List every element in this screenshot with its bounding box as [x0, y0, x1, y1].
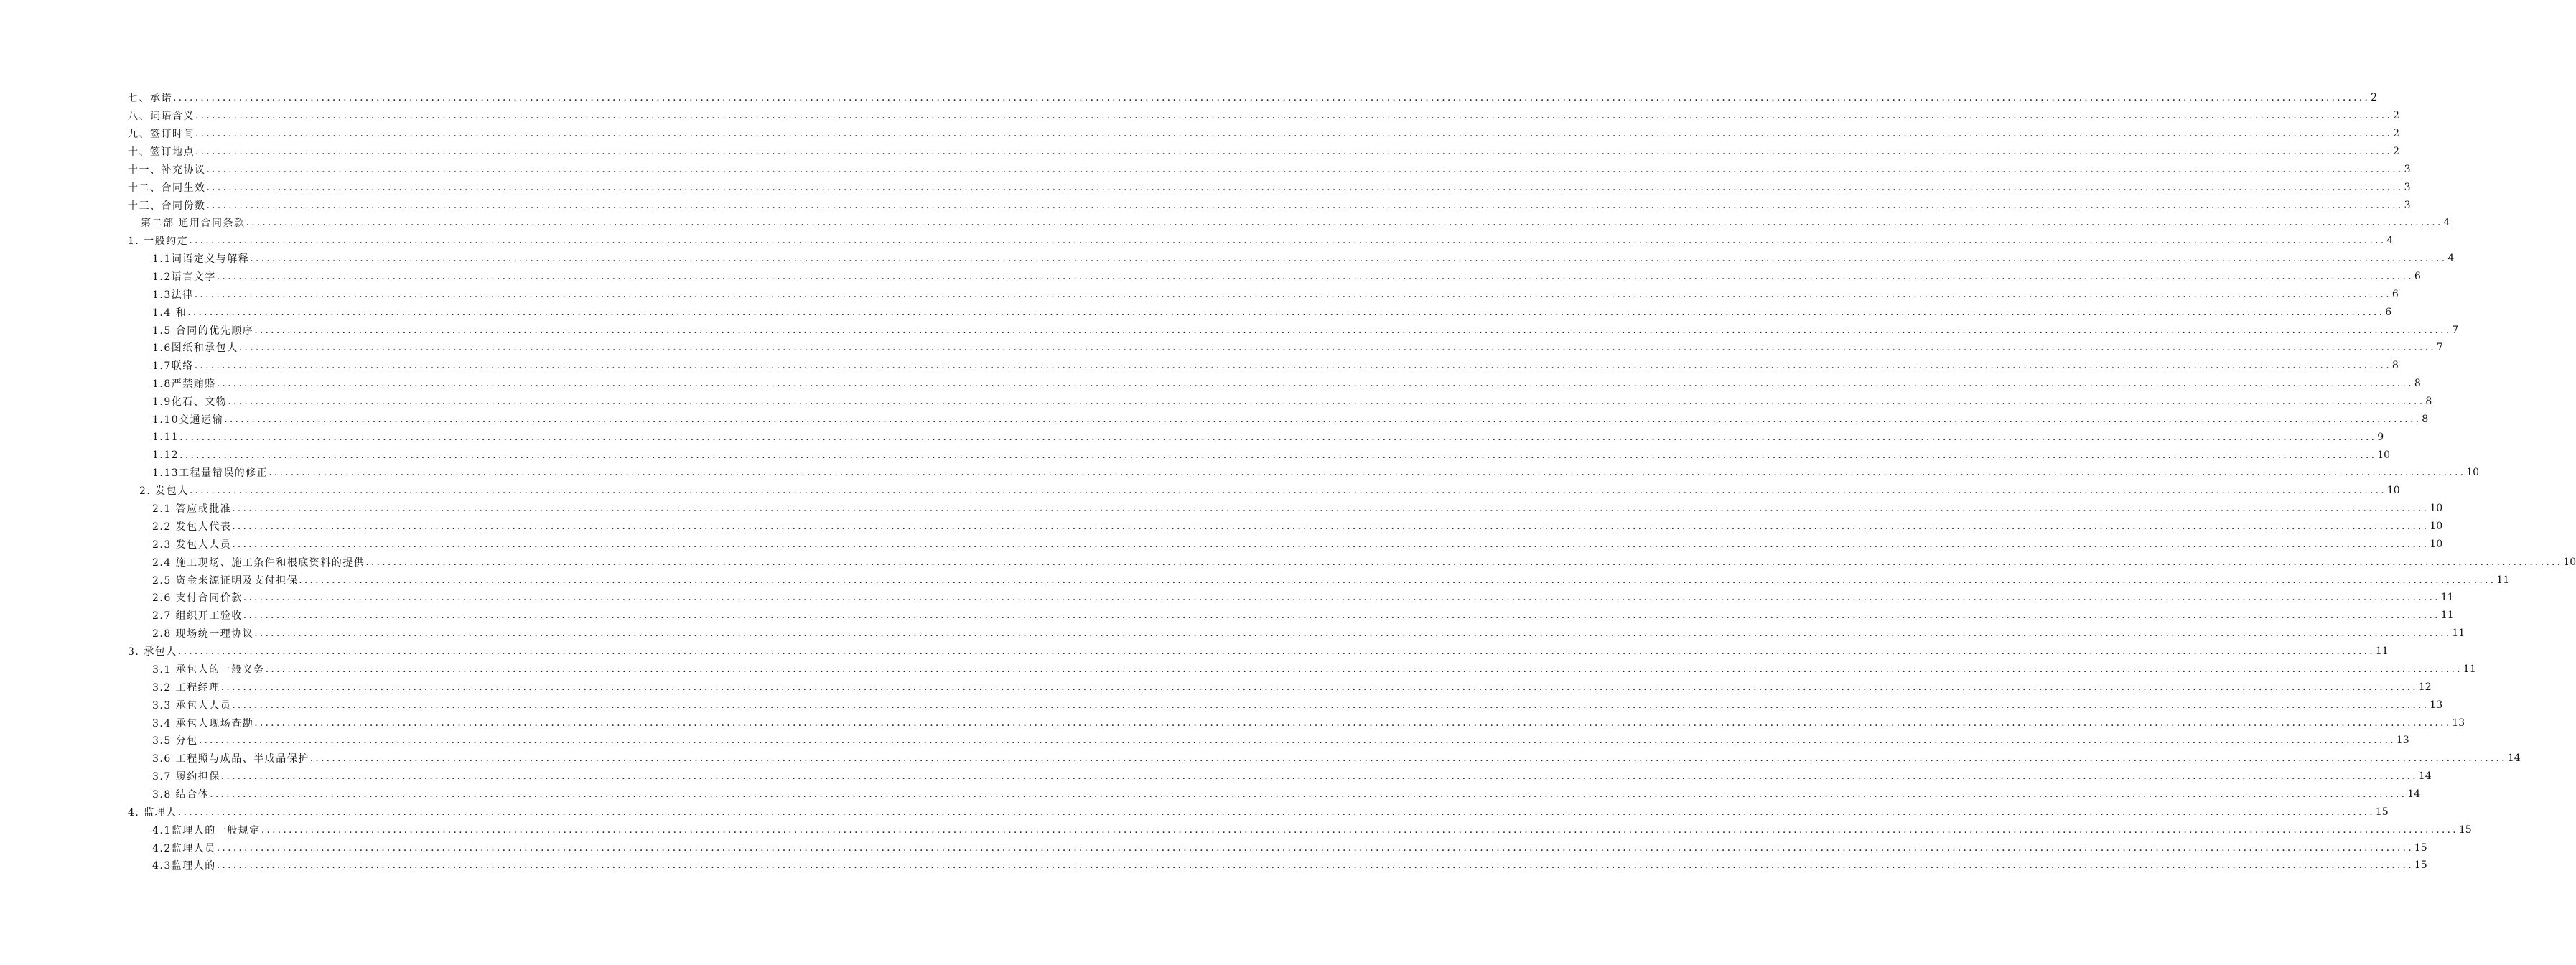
toc-entry[interactable]: [0, 285, 2399, 303]
toc-dot-leader: ................................................................................................................................................................................................................................................................................................................................................................................................................: [250, 253, 2447, 265]
toc-dot-leader: ................................................................................................................................................................................................................................................................................................................................................................................................................: [216, 271, 2414, 283]
toc-entry[interactable]: [0, 196, 2411, 214]
toc-entry[interactable]: [0, 464, 2480, 482]
toc-dot-leader: ................................................................................................................................................................................................................................................................................................................................................................................................................: [309, 752, 2507, 765]
toc-dot-leader: ................................................................................................................................................................................................................................................................................................................................................................................................................: [177, 645, 2375, 658]
toc-entry-label: 4.2监理人员: [152, 841, 216, 855]
toc-dot-leader: ................................................................................................................................................................................................................................................................................................................................................................................................................: [254, 717, 2452, 729]
toc-dot-leader: ................................................................................................................................................................................................................................................................................................................................................................................................................: [224, 413, 2422, 425]
toc-entry-page-number: 2: [2371, 92, 2377, 104]
toc-entry[interactable]: [0, 339, 2443, 357]
toc-dot-leader: ................................................................................................................................................................................................................................................................................................................................................................................................................: [220, 770, 2418, 783]
toc-dot-leader: ................................................................................................................................................................................................................................................................................................................................................................................................................: [232, 521, 2430, 533]
toc-entry[interactable]: [0, 643, 2389, 661]
toc-dot-leader: ................................................................................................................................................................................................................................................................................................................................................................................................................: [269, 467, 2466, 479]
toc-entry[interactable]: [0, 500, 2443, 518]
toc-entry-label: 3.8 结合体: [152, 787, 209, 801]
toc-dot-leader: ................................................................................................................................................................................................................................................................................................................................................................................................................: [232, 538, 2430, 550]
toc-entry-page-number: 2: [2393, 110, 2399, 122]
toc-dot-leader: ................................................................................................................................................................................................................................................................................................................................................................................................................: [195, 128, 2393, 140]
toc-dot-leader: ................................................................................................................................................................................................................................................................................................................................................................................................................: [189, 235, 2386, 247]
toc-entry[interactable]: [0, 714, 2465, 732]
toc-entry[interactable]: [0, 446, 2391, 464]
toc-entry-label: 2.5 资金来源证明及支付担保: [152, 573, 298, 587]
toc-entry-page-number: 8: [2422, 413, 2429, 425]
toc-entry-label: 1.2语言文字: [152, 269, 216, 284]
toc-entry-label: 十二、合同生效: [128, 180, 206, 195]
toc-dot-leader: ................................................................................................................................................................................................................................................................................................................................................................................................................: [206, 181, 2404, 193]
toc-entry-label: 1.9化石、文物: [152, 394, 227, 409]
toc-entry[interactable]: [0, 250, 2455, 268]
toc-entry-page-number: 11: [2375, 645, 2389, 658]
toc-entry-label: 3.4 承包人现场查勘: [152, 716, 253, 730]
toc-entry[interactable]: [0, 732, 2409, 750]
toc-entry-label: 1.6图纸和承包人: [152, 340, 238, 355]
toc-entry-page-number: 6: [2385, 306, 2392, 318]
toc-dot-leader: ................................................................................................................................................................................................................................................................................................................................................................................................................: [216, 859, 2414, 872]
toc-entry[interactable]: [0, 821, 2472, 839]
toc-entry-page-number: 14: [2407, 788, 2421, 800]
toc-dot-leader: ................................................................................................................................................................................................................................................................................................................................................................................................................: [220, 681, 2418, 693]
toc-entry-page-number: 10: [2386, 485, 2400, 497]
toc-entry-label: 2. 发包人: [139, 483, 189, 498]
toc-entry[interactable]: [0, 625, 2465, 643]
toc-entry[interactable]: [0, 89, 2377, 107]
toc-entry-page-number: 11: [2463, 663, 2476, 675]
toc-entry-page-number: 9: [2377, 431, 2384, 443]
toc-entry-label: 1.10交通运输: [152, 412, 223, 426]
toc-entry[interactable]: [0, 178, 2411, 196]
toc-entry[interactable]: [0, 428, 2384, 446]
toc-dot-leader: ................................................................................................................................................................................................................................................................................................................................................................................................................: [265, 663, 2463, 675]
toc-entry-label: 2.8 现场统一理协议: [152, 626, 253, 640]
toc-entry-label: 2.2 发包人代表: [152, 519, 231, 533]
toc-entry-page-number: 11: [2440, 592, 2454, 604]
toc-entry-label: 2.6 支付合同价款: [152, 590, 243, 605]
toc-dot-leader: ................................................................................................................................................................................................................................................................................................................................................................................................................: [198, 735, 2396, 747]
toc-entry[interactable]: [0, 785, 2421, 803]
toc-dot-leader: ................................................................................................................................................................................................................................................................................................................................................................................................................: [179, 449, 2377, 461]
toc-dot-leader: ................................................................................................................................................................................................................................................................................................................................................................................................................: [194, 360, 2391, 372]
toc-entry-label: 1.7联络: [152, 358, 194, 373]
toc-entry-page-number: 15: [2375, 806, 2389, 818]
toc-entry[interactable]: [0, 375, 2421, 393]
toc-dot-leader: ................................................................................................................................................................................................................................................................................................................................................................................................................: [189, 485, 2386, 497]
toc-entry-label: 七、承诺: [128, 90, 172, 105]
toc-entry-label: 3. 承包人: [128, 644, 177, 658]
toc-entry-page-number: 12: [2418, 681, 2432, 693]
toc-entry-label: 1.4 和: [152, 305, 187, 320]
toc-entry-label: 3.3 承包人人员: [152, 698, 231, 712]
toc-entry-page-number: 10: [2430, 503, 2443, 515]
toc-dot-leader: ................................................................................................................................................................................................................................................................................................................................................................................................................: [187, 306, 2385, 318]
toc-dot-leader: ................................................................................................................................................................................................................................................................................................................................................................................................................: [254, 324, 2452, 336]
toc-entry-page-number: 2: [2393, 146, 2399, 157]
toc-entry-page-number: 7: [2452, 324, 2459, 336]
toc-dot-leader: ................................................................................................................................................................................................................................................................................................................................................................................................................: [194, 288, 2391, 300]
toc-entry-label: 1.11: [152, 431, 179, 443]
toc-entry-page-number: 10: [2563, 556, 2576, 568]
toc-entry-page-number: 14: [2507, 752, 2521, 765]
toc-entry-label: 2.4 施工现场、施工条件和根底资料的提供: [152, 555, 365, 569]
toc-entry-page-number: 15: [2414, 842, 2427, 854]
table-of-contents: [0, 89, 2576, 875]
toc-entry-page-number: 4: [2386, 235, 2394, 247]
toc-entry-label: 3.1 承包人的一般义务: [152, 662, 265, 676]
toc-entry[interactable]: [0, 750, 2521, 768]
toc-dot-leader: ................................................................................................................................................................................................................................................................................................................................................................................................................: [261, 824, 2458, 836]
toc-entry-page-number: 2: [2393, 128, 2399, 140]
toc-entry-page-number: 14: [2418, 770, 2432, 783]
toc-entry-page-number: 11: [2440, 610, 2454, 622]
toc-entry-label: 3.7 履约担保: [152, 769, 220, 783]
toc-entry[interactable]: [0, 553, 2576, 571]
toc-entry-label: 3.2 工程经理: [152, 680, 220, 694]
toc-entry[interactable]: [0, 268, 2421, 286]
toc-entry[interactable]: [0, 571, 2510, 589]
toc-dot-leader: ................................................................................................................................................................................................................................................................................................................................................................................................................: [365, 556, 2563, 568]
toc-entry-label: 1.3法律: [152, 287, 194, 302]
toc-dot-leader: ................................................................................................................................................................................................................................................................................................................................................................................................................: [206, 199, 2404, 211]
toc-entry-page-number: 11: [2452, 628, 2465, 640]
toc-entry[interactable]: [0, 535, 2443, 553]
toc-entry[interactable]: [0, 482, 2400, 500]
toc-entry-page-number: 4: [2443, 217, 2450, 229]
toc-entry[interactable]: [0, 321, 2459, 339]
toc-entry-page-number: 3: [2404, 163, 2411, 175]
toc-entry-page-number: 10: [2430, 538, 2443, 550]
toc-entry[interactable]: [0, 214, 2450, 232]
toc-entry-label: 十三、合同份数: [128, 198, 206, 213]
toc-entry-label: 十、签订地点: [128, 144, 195, 159]
toc-dot-leader: ................................................................................................................................................................................................................................................................................................................................................................................................................: [232, 699, 2430, 711]
toc-entry[interactable]: [0, 607, 2454, 625]
toc-entry-label: 1.8严禁贿赂: [152, 376, 216, 391]
toc-entry[interactable]: [0, 125, 2399, 143]
toc-dot-leader: ................................................................................................................................................................................................................................................................................................................................................................................................................: [299, 574, 2496, 586]
toc-dot-leader: ................................................................................................................................................................................................................................................................................................................................................................................................................: [254, 628, 2452, 640]
toc-entry-label: 1.13工程量错误的修正: [152, 465, 268, 480]
toc-entry-label: 1.5 合同的优先顺序: [152, 323, 253, 337]
toc-dot-leader: ................................................................................................................................................................................................................................................................................................................................................................................................................: [173, 92, 2371, 104]
toc-dot-leader: ................................................................................................................................................................................................................................................................................................................................................................................................................: [238, 342, 2436, 354]
toc-entry[interactable]: [0, 160, 2411, 178]
toc-entry-page-number: 15: [2458, 824, 2472, 836]
toc-dot-leader: ................................................................................................................................................................................................................................................................................................................................................................................................................: [246, 217, 2443, 229]
toc-entry-label: 1.1词语定义与解释: [152, 251, 249, 266]
toc-dot-leader: ................................................................................................................................................................................................................................................................................................................................................................................................................: [177, 806, 2375, 818]
toc-entry-label: 3.6 工程照与成品、半成品保护: [152, 751, 309, 765]
toc-entry-page-number: 7: [2436, 342, 2443, 354]
toc-entry-page-number: 13: [2452, 717, 2465, 729]
toc-entry-label: 八、词语含义: [128, 108, 195, 123]
toc-entry-page-number: 3: [2404, 199, 2411, 211]
toc-entry-page-number: 6: [2391, 288, 2399, 300]
toc-entry-label: 1. 一般约定: [128, 233, 188, 248]
toc-dot-leader: ................................................................................................................................................................................................................................................................................................................................................................................................................: [243, 610, 2440, 622]
toc-dot-leader: ................................................................................................................................................................................................................................................................................................................................................................................................................: [216, 842, 2414, 854]
toc-entry-label: 十一、补充协议: [128, 162, 206, 177]
toc-entry-page-number: 8: [2391, 360, 2399, 372]
toc-entry[interactable]: [0, 410, 2429, 428]
toc-entry-label: 2.7 组织开工验收: [152, 608, 243, 623]
toc-entry-page-number: 15: [2414, 859, 2427, 872]
toc-entry-label: 3.5 分包: [152, 733, 198, 747]
toc-entry-page-number: 3: [2404, 181, 2411, 193]
toc-entry[interactable]: [0, 357, 2399, 375]
toc-dot-leader: ................................................................................................................................................................................................................................................................................................................................................................................................................: [206, 163, 2404, 175]
toc-entry-label: 2.1 答应或批准: [152, 501, 231, 516]
toc-entry[interactable]: [0, 696, 2443, 714]
toc-entry-page-number: 13: [2396, 735, 2409, 747]
toc-entry[interactable]: [0, 768, 2432, 785]
toc-dot-leader: ................................................................................................................................................................................................................................................................................................................................................................................................................: [179, 431, 2377, 443]
toc-dot-leader: ................................................................................................................................................................................................................................................................................................................................................................................................................: [195, 146, 2393, 157]
toc-dot-leader: ................................................................................................................................................................................................................................................................................................................................................................................................................: [195, 110, 2393, 122]
toc-entry[interactable]: [0, 107, 2399, 125]
toc-entry[interactable]: [0, 393, 2432, 411]
toc-entry[interactable]: [0, 857, 2427, 875]
toc-entry[interactable]: [0, 678, 2432, 696]
toc-entry[interactable]: [0, 232, 2394, 250]
toc-entry[interactable]: [0, 589, 2454, 607]
toc-entry-page-number: 10: [2377, 449, 2391, 461]
toc-entry[interactable]: [0, 143, 2399, 161]
toc-dot-leader: ................................................................................................................................................................................................................................................................................................................................................................................................................: [228, 396, 2425, 408]
toc-entry-page-number: 6: [2414, 271, 2421, 283]
toc-entry[interactable]: [0, 839, 2427, 857]
toc-entry-page-number: 4: [2447, 253, 2455, 265]
toc-entry[interactable]: [0, 661, 2476, 679]
toc-entry-label: 九、签订时间: [128, 126, 195, 141]
toc-dot-leader: ................................................................................................................................................................................................................................................................................................................................................................................................................: [243, 592, 2440, 604]
toc-entry-page-number: 8: [2414, 378, 2421, 390]
toc-entry[interactable]: [0, 803, 2389, 821]
toc-entry-page-number: 10: [2430, 521, 2443, 533]
toc-entry[interactable]: [0, 518, 2443, 536]
toc-entry-page-number: 11: [2496, 574, 2510, 586]
toc-entry-label: 4.3监理人的: [152, 858, 216, 872]
toc-dot-leader: ................................................................................................................................................................................................................................................................................................................................................................................................................: [232, 503, 2430, 515]
toc-entry-label: 4. 监理人: [128, 805, 177, 819]
toc-entry-page-number: 10: [2466, 467, 2480, 479]
toc-entry-page-number: 13: [2430, 699, 2443, 711]
toc-entry-label: 4.1监理人的一般规定: [152, 823, 261, 837]
toc-dot-leader: ................................................................................................................................................................................................................................................................................................................................................................................................................: [216, 378, 2414, 390]
toc-dot-leader: ................................................................................................................................................................................................................................................................................................................................................................................................................: [210, 788, 2407, 800]
toc-entry-label: 2.3 发包人人员: [152, 537, 231, 551]
toc-entry-label: 1.12: [152, 449, 179, 461]
toc-entry-page-number: 8: [2425, 396, 2432, 408]
toc-entry[interactable]: [0, 303, 2392, 321]
toc-entry-label: 第二部 通用合同条款: [141, 215, 245, 230]
